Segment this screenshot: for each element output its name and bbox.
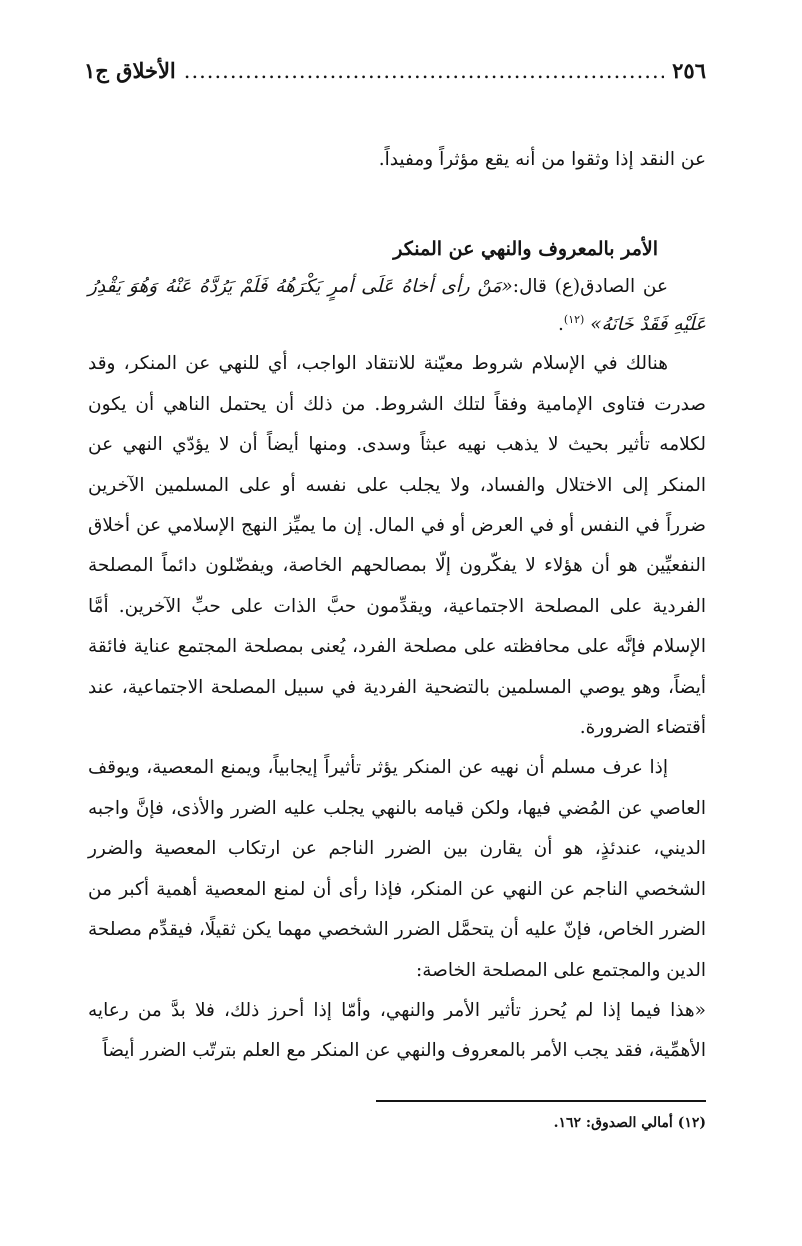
hadith-end: . (558, 314, 564, 336)
section-heading: الأمر بالمعروف والنهي عن المنكر (393, 238, 658, 261)
footnote: (١٢) أمالي الصدوق: ١٦٢. (553, 1115, 706, 1131)
page-number: ٢٥٦ (672, 58, 706, 83)
page-body (88, 140, 706, 1072)
hadith-quote (88, 268, 706, 344)
footnote-divider (376, 1100, 706, 1102)
header-leader-dots (184, 59, 664, 83)
intro-line: عن النقد إذا وثقوا من أنه يقع مؤثراً ومفيداً. (378, 149, 706, 170)
paragraph-3: «هذا فيما إذا لم يُحرز تأثير الأمر والنهي، وأمّا إذا أحرز ذلك، فلا بدَّ من رعايه الأهمِّية، فقد يجب الأمر بالمعروف والنهي عن المنكر مع العلم بترتّب الضرر أيضاً (88, 999, 706, 1062)
paragraph-2: إذا عرف مسلم أن نهيه عن المنكر يؤثر تأثيراً إيجابياً، ويمنع المعصية، ويوقف العاصي عن المُضي فيها، ولكن قيامه بالنهي يجلب عليه الضرر والأذى، فإنَّ واجبه الديني، عندئذٍ، هو أن يقارن بين الضرر الناجم عن ارتكاب المعصية والضرر الشخصي الناجم عن النهي عن المنكر، فإذا رأى أن لمنع المعصية أهمية أكبر من الضرر الخاص، فإنّ عليه أن يتحمَّل الضرر الشخصي مهما يكن ثقيلًا، فيقدِّم مصلحة الدين والمجتمع على المصلحة الخاصة: (88, 757, 706, 981)
paragraph-1: هنالك في الإسلام شروط معيّنة للانتقاد الواجب، أي للنهي عن المنكر، وقد صدرت فتاوى الإمامية وفقاً لتلك الشروط. من ذلك أن يحتمل الناهي أن يكون لكلامه تأثير بحيث لا يذهب نهيه عبثاً وسدى. ومنها أيضاً أن لا يؤدّي النهي عن المنكر إلى الاختلال والفساد، ولا يجلب على نفسه أو على المسلمين الآخرين ضرراً في النفس أو في العرض أو في المال. إن ما يميِّز النهج الإسلامي عن أخلاق النفعيِّين هو أن هؤلاء لا يفكّرون إلّا بمصالحهم الخاصة، ويفضّلون دائماً المصلحة الفردية على المصلحة الاجتماعية، ويقدِّمون حبَّ الذات على حبِّ الآخرين. أمَّا الإسلام فإنَّه على محافظته على مصلحة الفرد، يُعنى بمصلحة المجتمع عناية فائقة أيضاً، وهو يوصي المسلمين بالتضحية الفردية في سبيل المصلحة الاجتماعية، عند أقتضاء الضرورة. (88, 353, 706, 739)
running-header (84, 58, 706, 92)
footnote-reference: (١٢) (563, 313, 585, 327)
book-title: الأخلاق ج١ (84, 58, 176, 83)
hadith-prefix: عن الصادق(ع) قال: (512, 276, 669, 298)
hadith-text: «مَنْ رأى أخاهُ عَلَى أمرٍ يَكْرَهُهُ فَلَمْ يَرُدَّهُ عَنْهُ وَهُوَ يَقْدِرُ عَلَيْهِ فَقَدْ خَانَهُ» (88, 276, 706, 336)
